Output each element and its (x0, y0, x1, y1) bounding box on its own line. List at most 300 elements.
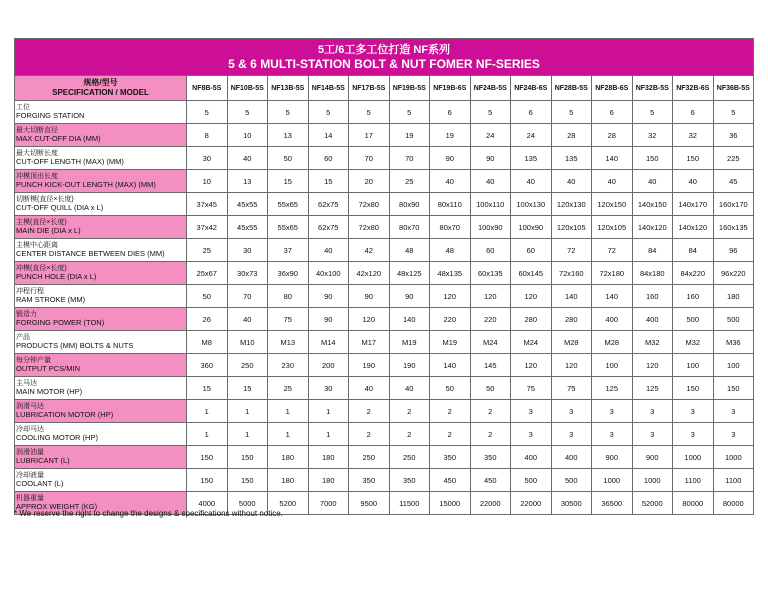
spec-value: 25 (389, 170, 430, 193)
spec-value: 30 (187, 147, 228, 170)
spec-value: 5 (632, 101, 673, 124)
spec-value: 180 (268, 469, 309, 492)
spec-value: M10 (227, 331, 268, 354)
spec-label-en: MAIN MOTOR (HP) (16, 387, 83, 396)
table-row (15, 354, 754, 377)
spec-label-cn: 冲程行程 (16, 288, 44, 295)
spec-value: 140 (592, 147, 633, 170)
spec-value: M32 (632, 331, 673, 354)
spec-value: 30 (308, 377, 349, 400)
spec-value: 10 (187, 170, 228, 193)
spec-value: M13 (268, 331, 309, 354)
spec-value: 100x90 (511, 216, 552, 239)
spec-value: 90 (308, 308, 349, 331)
spec-value: 50 (187, 285, 228, 308)
spec-label-cn: 最大切断直径 (16, 127, 58, 134)
spec-value: 2 (389, 400, 430, 423)
spec-value: 75 (268, 308, 309, 331)
spec-value: M19 (389, 331, 430, 354)
spec-value: 150 (227, 446, 268, 469)
spec-label-en: APPROX WEIGHT (KG) (16, 502, 98, 511)
spec-value: 500 (673, 308, 714, 331)
spec-value: 280 (551, 308, 592, 331)
spec-value: 120 (430, 285, 471, 308)
spec-value: 70 (227, 285, 268, 308)
spec-value: 48x125 (389, 262, 430, 285)
spec-value: 2 (349, 400, 390, 423)
spec-value: 1 (308, 423, 349, 446)
table-row (15, 400, 754, 423)
spec-value: 10 (227, 124, 268, 147)
spec-label (15, 446, 187, 469)
model-header-2: NF13B-5S (268, 76, 309, 101)
spec-value: 72x160 (551, 262, 592, 285)
table-row (15, 170, 754, 193)
spec-value: 250 (349, 446, 390, 469)
spec-value: 5 (470, 101, 511, 124)
spec-value: 140x120 (673, 216, 714, 239)
spec-value: 80000 (673, 492, 714, 515)
spec-value: 5 (349, 101, 390, 124)
spec-value: 19 (389, 124, 430, 147)
spec-value: 28 (592, 124, 633, 147)
spec-value: 160 (632, 285, 673, 308)
spec-value: 42x120 (349, 262, 390, 285)
spec-label-cn: 切断模(直径×长度) (16, 196, 74, 203)
model-header-11: NF32B-5S (632, 76, 673, 101)
spec-label-en: COOLANT (L) (16, 479, 64, 488)
spec-value: 200 (308, 354, 349, 377)
table-row (15, 239, 754, 262)
spec-label-en: FORGING STATION (16, 111, 85, 120)
spec-value: 40 (389, 377, 430, 400)
spec-value: 40 (551, 170, 592, 193)
model-header-3: NF14B-5S (308, 76, 349, 101)
spec-value: 5 (308, 101, 349, 124)
spec-value: 84x220 (673, 262, 714, 285)
spec-label-cn: 冷却液量 (16, 472, 44, 479)
spec-value: 150 (713, 377, 754, 400)
spec-label-cn: 冲模顶出长度 (16, 173, 58, 180)
spec-value: 80 (268, 285, 309, 308)
spec-label-cn: 机器重量 (16, 495, 44, 502)
spec-value: 1000 (673, 446, 714, 469)
spec-value: 120 (551, 354, 592, 377)
spec-value: 120 (349, 308, 390, 331)
spec-value: 900 (592, 446, 633, 469)
spec-header-en: SPECIFICATION / MODEL (52, 88, 149, 97)
spec-label-en: CUT-OFF QUILL (DIA x L) (16, 203, 104, 212)
spec-value: 90 (470, 147, 511, 170)
spec-value: 5000 (227, 492, 268, 515)
spec-value: 125 (632, 377, 673, 400)
spec-label-cn: 每分钟产量 (16, 357, 51, 364)
table-row (15, 285, 754, 308)
spec-value: 150 (673, 377, 714, 400)
spec-value: 140 (551, 285, 592, 308)
spec-value: 3 (551, 400, 592, 423)
spec-value: 400 (632, 308, 673, 331)
spec-label-cn: 主模中心距离 (16, 242, 58, 249)
spec-value: 140x120 (632, 216, 673, 239)
spec-value: 500 (551, 469, 592, 492)
spec-value: 52000 (632, 492, 673, 515)
spec-value: 3 (673, 400, 714, 423)
spec-header-cn: 规格/型号 (83, 78, 118, 87)
model-header-4: NF17B-5S (349, 76, 390, 101)
spec-value: 42 (349, 239, 390, 262)
spec-value: 90 (430, 147, 471, 170)
spec-value: 80x70 (430, 216, 471, 239)
spec-value: 60 (308, 147, 349, 170)
spec-value: 55x65 (268, 193, 309, 216)
spec-value: M19 (430, 331, 471, 354)
spec-value: 5 (227, 101, 268, 124)
spec-value: 3 (673, 423, 714, 446)
spec-value: 150 (673, 147, 714, 170)
spec-value: 350 (470, 446, 511, 469)
spec-value: 90 (389, 285, 430, 308)
spec-value: 220 (430, 308, 471, 331)
spec-value: 60x145 (511, 262, 552, 285)
spec-label-en: LUBRICATION MOTOR (HP) (16, 410, 114, 419)
spec-value: 2 (470, 423, 511, 446)
spec-value: 180 (308, 469, 349, 492)
spec-value: M24 (470, 331, 511, 354)
spec-label-cn: 主马达 (16, 380, 37, 387)
spec-label (15, 400, 187, 423)
model-header-5: NF19B-5S (389, 76, 430, 101)
spec-value: M17 (349, 331, 390, 354)
spec-value: 13 (227, 170, 268, 193)
table-row (15, 469, 754, 492)
spec-value: 80x110 (430, 193, 471, 216)
spec-value: 96x220 (713, 262, 754, 285)
table-row (15, 377, 754, 400)
spec-value: 40 (511, 170, 552, 193)
spec-value: 37x42 (187, 216, 228, 239)
spec-value: 3 (511, 400, 552, 423)
spec-value: M14 (308, 331, 349, 354)
spec-value: 5 (187, 101, 228, 124)
spec-value: 1 (227, 423, 268, 446)
spec-value: 100x90 (470, 216, 511, 239)
spec-value: 120x105 (551, 216, 592, 239)
spec-value: 30500 (551, 492, 592, 515)
spec-value: 2 (430, 423, 471, 446)
spec-label-en: PRODUCTS (MM) BOLTS & NUTS (16, 341, 134, 350)
spec-value: 9500 (349, 492, 390, 515)
spec-label-cn: 最大切断长度 (16, 150, 58, 157)
spec-value: 230 (268, 354, 309, 377)
spec-value: 100x130 (511, 193, 552, 216)
table-row (15, 216, 754, 239)
spec-label-cn: 润滑油量 (16, 449, 44, 456)
spec-value: 250 (227, 354, 268, 377)
spec-value: M28 (551, 331, 592, 354)
spec-value: 72x80 (349, 216, 390, 239)
spec-label (15, 377, 187, 400)
spec-value: 250 (389, 446, 430, 469)
spec-label-cn: 锻造力 (16, 311, 37, 318)
spec-value: 120 (511, 354, 552, 377)
spec-value: 120x150 (592, 193, 633, 216)
spec-label-cn: 润滑马达 (16, 403, 44, 410)
spec-value: 2 (470, 400, 511, 423)
spec-value: 3 (632, 400, 673, 423)
spec-value: 13 (268, 124, 309, 147)
spec-value: 120x105 (592, 216, 633, 239)
spec-value: 22000 (470, 492, 511, 515)
spec-value: 1 (187, 423, 228, 446)
spec-label-cn: 主模(直径×长度) (16, 219, 67, 226)
spec-value: 1100 (713, 469, 754, 492)
spec-value: 72 (551, 239, 592, 262)
spec-value: 26 (187, 308, 228, 331)
spec-label (15, 262, 187, 285)
spec-value: 1 (268, 423, 309, 446)
model-header-13: NF36B-5S (713, 76, 754, 101)
spec-value: 150 (227, 469, 268, 492)
spec-value: 55x65 (268, 216, 309, 239)
spec-value: 160x170 (713, 193, 754, 216)
spec-value: 37 (268, 239, 309, 262)
spec-value: 400 (551, 446, 592, 469)
spec-value: 6 (430, 101, 471, 124)
spec-label-en: PUNCH HOLE (DIA x L) (16, 272, 97, 281)
spec-value: 140x170 (673, 193, 714, 216)
spec-value: M24 (511, 331, 552, 354)
table-row (15, 101, 754, 124)
spec-value: 84 (632, 239, 673, 262)
spec-value: 40 (673, 170, 714, 193)
spec-value: 40 (227, 147, 268, 170)
model-header-7: NF24B-5S (470, 76, 511, 101)
model-header-10: NF28B-6S (592, 76, 633, 101)
spec-label-en: MAIN DIE (DIA x L) (16, 226, 81, 235)
spec-value: 350 (389, 469, 430, 492)
spec-value: 500 (511, 469, 552, 492)
spec-value: 24 (511, 124, 552, 147)
spec-label-cn: 工位 (16, 104, 30, 111)
spec-value: 140 (592, 285, 633, 308)
spec-value: M36 (713, 331, 754, 354)
spec-value: 1000 (713, 446, 754, 469)
spec-value: 40 (227, 308, 268, 331)
spec-sheet (14, 38, 753, 515)
spec-value: 28 (551, 124, 592, 147)
spec-value: 72 (592, 239, 633, 262)
spec-value: 135 (551, 147, 592, 170)
spec-value: 180 (268, 446, 309, 469)
spec-value: 140 (389, 308, 430, 331)
spec-label (15, 101, 187, 124)
spec-label-en: FORGING POWER (TON) (16, 318, 105, 327)
spec-value: 3 (592, 423, 633, 446)
spec-value: 220 (470, 308, 511, 331)
spec-value: 160x135 (713, 216, 754, 239)
table-row (15, 262, 754, 285)
spec-value: 90 (308, 285, 349, 308)
table-row (15, 308, 754, 331)
spec-value: 120 (511, 285, 552, 308)
spec-value: 60 (511, 239, 552, 262)
spec-value: 72x80 (349, 193, 390, 216)
spec-value: 36x90 (268, 262, 309, 285)
spec-label (15, 354, 187, 377)
spec-label (15, 331, 187, 354)
spec-label-en: CENTER DISTANCE BETWEEN DIES (MM) (16, 249, 165, 258)
spec-value: 120x130 (551, 193, 592, 216)
spec-value: 50 (470, 377, 511, 400)
spec-value: 450 (470, 469, 511, 492)
spec-value: 62x75 (308, 193, 349, 216)
spec-value: 1 (227, 400, 268, 423)
spec-value: 125 (592, 377, 633, 400)
spec-value: 84x180 (632, 262, 673, 285)
spec-value: 40 (632, 170, 673, 193)
spec-value: 80000 (713, 492, 754, 515)
spec-label (15, 124, 187, 147)
spec-value: 350 (430, 446, 471, 469)
spec-value: 11500 (389, 492, 430, 515)
spec-value: 80x70 (389, 216, 430, 239)
spec-value: 40 (349, 377, 390, 400)
spec-value: 1 (268, 400, 309, 423)
spec-value: 22000 (511, 492, 552, 515)
table-row (15, 193, 754, 216)
spec-value: 45 (713, 170, 754, 193)
title-chinese: 5工/6工多工位打造 NF系列 (318, 43, 451, 56)
spec-value: 90 (349, 285, 390, 308)
spec-value: M28 (592, 331, 633, 354)
spec-value: 24 (470, 124, 511, 147)
spec-label (15, 423, 187, 446)
spec-label-en: MAX CUT-OFF DIA (MM) (16, 134, 101, 143)
table-row (15, 331, 754, 354)
spec-value: 40 (430, 170, 471, 193)
spec-value: 15 (187, 377, 228, 400)
spec-label (15, 239, 187, 262)
spec-value: 180 (713, 285, 754, 308)
spec-value: 5 (551, 101, 592, 124)
spec-value: 280 (511, 308, 552, 331)
spec-value: 40 (308, 239, 349, 262)
spec-value: 5 (389, 101, 430, 124)
spec-value: 75 (511, 377, 552, 400)
spec-value: 80x90 (389, 193, 430, 216)
spec-label (15, 147, 187, 170)
model-header-6: NF19B-6S (430, 76, 471, 101)
spec-value: 120 (470, 285, 511, 308)
spec-label-en: PUNCH KICK-OUT LENGTH (MAX) (MM) (16, 180, 156, 189)
spec-value: 1 (308, 400, 349, 423)
spec-value: 360 (187, 354, 228, 377)
table-row (15, 446, 754, 469)
spec-value: 15 (268, 170, 309, 193)
spec-value: 7000 (308, 492, 349, 515)
spec-value: 400 (511, 446, 552, 469)
spec-value: 48 (389, 239, 430, 262)
spec-label-en: COOLING MOTOR (HP) (16, 433, 98, 442)
spec-value: 150 (187, 446, 228, 469)
spec-value: 32 (632, 124, 673, 147)
spec-value: 3 (592, 400, 633, 423)
spec-value: 100 (592, 354, 633, 377)
spec-value: 40 (470, 170, 511, 193)
spec-label (15, 193, 187, 216)
spec-table (14, 38, 754, 515)
spec-value: 3 (713, 423, 754, 446)
spec-value: 100x110 (470, 193, 511, 216)
spec-value: 14 (308, 124, 349, 147)
spec-value: 6 (511, 101, 552, 124)
model-header-9: NF28B-5S (551, 76, 592, 101)
spec-model-header (15, 76, 187, 101)
spec-value: 140 (430, 354, 471, 377)
spec-value: 5 (268, 101, 309, 124)
spec-label-en: RAM STROKE (MM) (16, 295, 86, 304)
spec-value: 2 (389, 423, 430, 446)
spec-value: M8 (187, 331, 228, 354)
spec-value: M32 (673, 331, 714, 354)
spec-body (15, 101, 754, 515)
spec-value: 17 (349, 124, 390, 147)
spec-value: 1100 (673, 469, 714, 492)
spec-value: 96 (713, 239, 754, 262)
model-header-row (15, 76, 754, 101)
spec-value: 50 (268, 147, 309, 170)
spec-value: 62x75 (308, 216, 349, 239)
spec-value: 150 (632, 147, 673, 170)
table-row (15, 147, 754, 170)
spec-value: 36500 (592, 492, 633, 515)
spec-value: 48x135 (430, 262, 471, 285)
spec-value: 6 (592, 101, 633, 124)
spec-value: 25 (187, 239, 228, 262)
spec-value: 60x135 (470, 262, 511, 285)
spec-value: 150 (187, 469, 228, 492)
spec-value: 400 (592, 308, 633, 331)
spec-value: 5 (713, 101, 754, 124)
table-row (15, 423, 754, 446)
spec-value: 15 (308, 170, 349, 193)
model-header-0: NF8B-5S (187, 76, 228, 101)
spec-value: 6 (673, 101, 714, 124)
spec-value: 2 (430, 400, 471, 423)
spec-label-cn: 冷却马达 (16, 426, 44, 433)
spec-value: 3 (632, 423, 673, 446)
spec-value: 40 (592, 170, 633, 193)
spec-label-cn: 产品 (16, 334, 30, 341)
spec-value: 190 (389, 354, 430, 377)
spec-value: 50 (430, 377, 471, 400)
spec-value: 15 (227, 377, 268, 400)
spec-value: 225 (713, 147, 754, 170)
spec-label-en: LUBRICANT (L) (16, 456, 70, 465)
model-header-8: NF24B-6S (511, 76, 552, 101)
title-english: 5 & 6 MULTI-STATION BOLT & NUT FOMER NF-SERIES (228, 56, 540, 71)
spec-value: 5200 (268, 492, 309, 515)
spec-value: 25 (268, 377, 309, 400)
spec-value: 32 (673, 124, 714, 147)
spec-value: 1000 (592, 469, 633, 492)
spec-value: 190 (349, 354, 390, 377)
spec-label (15, 216, 187, 239)
spec-label (15, 469, 187, 492)
spec-value: 350 (349, 469, 390, 492)
spec-value: 450 (430, 469, 471, 492)
